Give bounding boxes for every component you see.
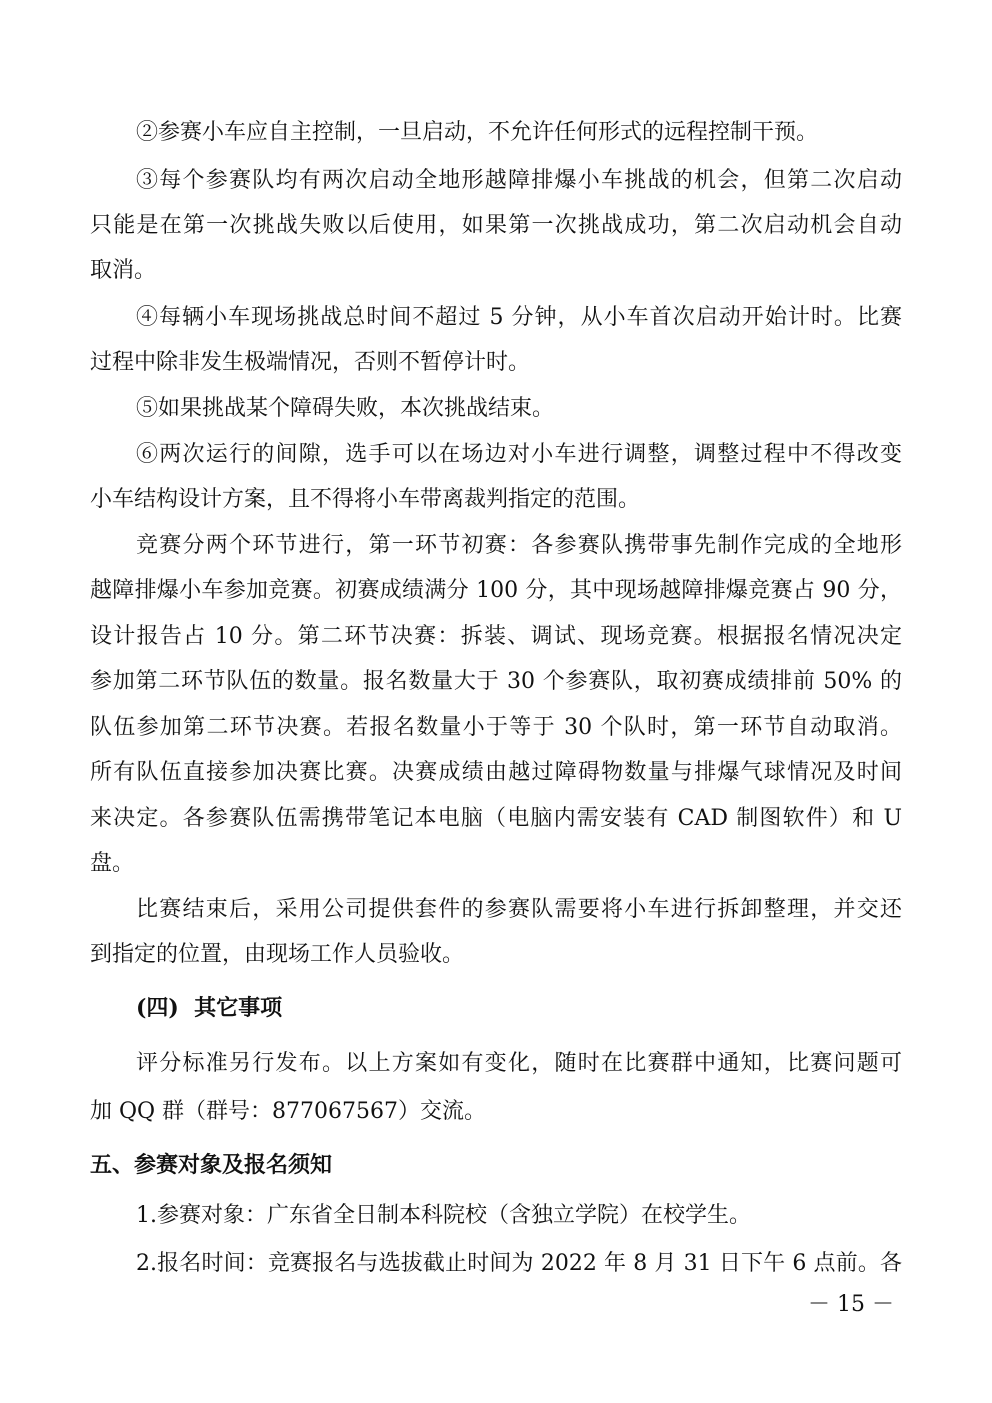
rule-item-3-line-2: 只能是在第一次挑战失败以后使用，如果第一次挑战成功，第二次启动机会自动 — [90, 213, 902, 238]
competition-paragraph-line-6: 所有队伍直接参加决赛比赛。决赛成绩由越过障碍物数量与排爆气球情况及时间 — [90, 760, 902, 785]
rule-item-4-line-2: 过程中除非发生极端情况，否则不暂停计时。 — [90, 350, 531, 375]
rule-item-2: ②参赛小车应自主控制，一旦启动，不允许任何形式的远程控制干预。 — [136, 120, 819, 145]
rule-item-5: ⑤如果挑战某个障碍失败，本次挑战结束。 — [136, 396, 555, 421]
after-competition-line-2: 到指定的位置，由现场工作人员验收。 — [90, 942, 465, 967]
competition-paragraph-line-2: 越障排爆小车参加竞赛。初赛成绩满分 100 分，其中现场越障排爆竞赛占 90 分， — [90, 578, 902, 603]
section-heading-registration: 五、参赛对象及报名须知 — [90, 1152, 333, 1178]
competition-paragraph-line-4: 参加第二环节队伍的数量。报名数量大于 30 个参赛队，取初赛成绩排前 50% 的 — [90, 669, 902, 694]
competition-paragraph-line-5: 队伍参加第二环节决赛。若报名数量小于等于 30 个队时，第一环节自动取消。 — [90, 715, 902, 740]
after-competition-line-1: 比赛结束后，采用公司提供套件的参赛队需要将小车进行拆卸整理，并交还 — [136, 897, 902, 922]
rule-item-6-line-1: ⑥两次运行的间隙，选手可以在场边对小车进行调整，调整过程中不得改变 — [136, 442, 902, 467]
section-heading-other-matters: (四) 其它事项 — [136, 995, 283, 1021]
page-number: － 15 － — [808, 1292, 894, 1317]
competition-paragraph-line-3: 设计报告占 10 分。第二环节决赛：拆装、调试、现场竞赛。根据报名情况决定 — [90, 624, 902, 649]
other-matters-line-1: 评分标准另行发布。以上方案如有变化，随时在比赛群中通知，比赛问题可 — [136, 1051, 902, 1076]
registration-item-2: 2.报名时间：竞赛报名与选拔截止时间为 2022 年 8 月 31 日下午 6 点前。各 — [136, 1251, 902, 1276]
rule-item-4-line-1: ④每辆小车现场挑战总时间不超过 5 分钟，从小车首次启动开始计时。比赛 — [136, 305, 902, 330]
rule-item-3-line-1: ③每个参赛队均有两次启动全地形越障排爆小车挑战的机会，但第二次启动 — [136, 168, 902, 193]
rule-item-3-line-3: 取消。 — [90, 258, 157, 283]
other-matters-line-2: 加 QQ 群（群号：877067567）交流。 — [90, 1099, 487, 1124]
registration-item-1: 1.参赛对象：广东省全日制本科院校（含独立学院）在校学生。 — [136, 1203, 751, 1228]
competition-paragraph-line-7: 来决定。各参赛队伍需携带笔记本电脑（电脑内需安装有 CAD 制图软件）和 U — [90, 806, 902, 831]
competition-paragraph-line-8: 盘。 — [90, 851, 135, 876]
rule-item-6-line-2: 小车结构设计方案，且不得将小车带离裁判指定的范围。 — [90, 487, 641, 512]
competition-paragraph-line-1: 竞赛分两个环节进行，第一环节初赛：各参赛队携带事先制作完成的全地形 — [136, 533, 902, 558]
